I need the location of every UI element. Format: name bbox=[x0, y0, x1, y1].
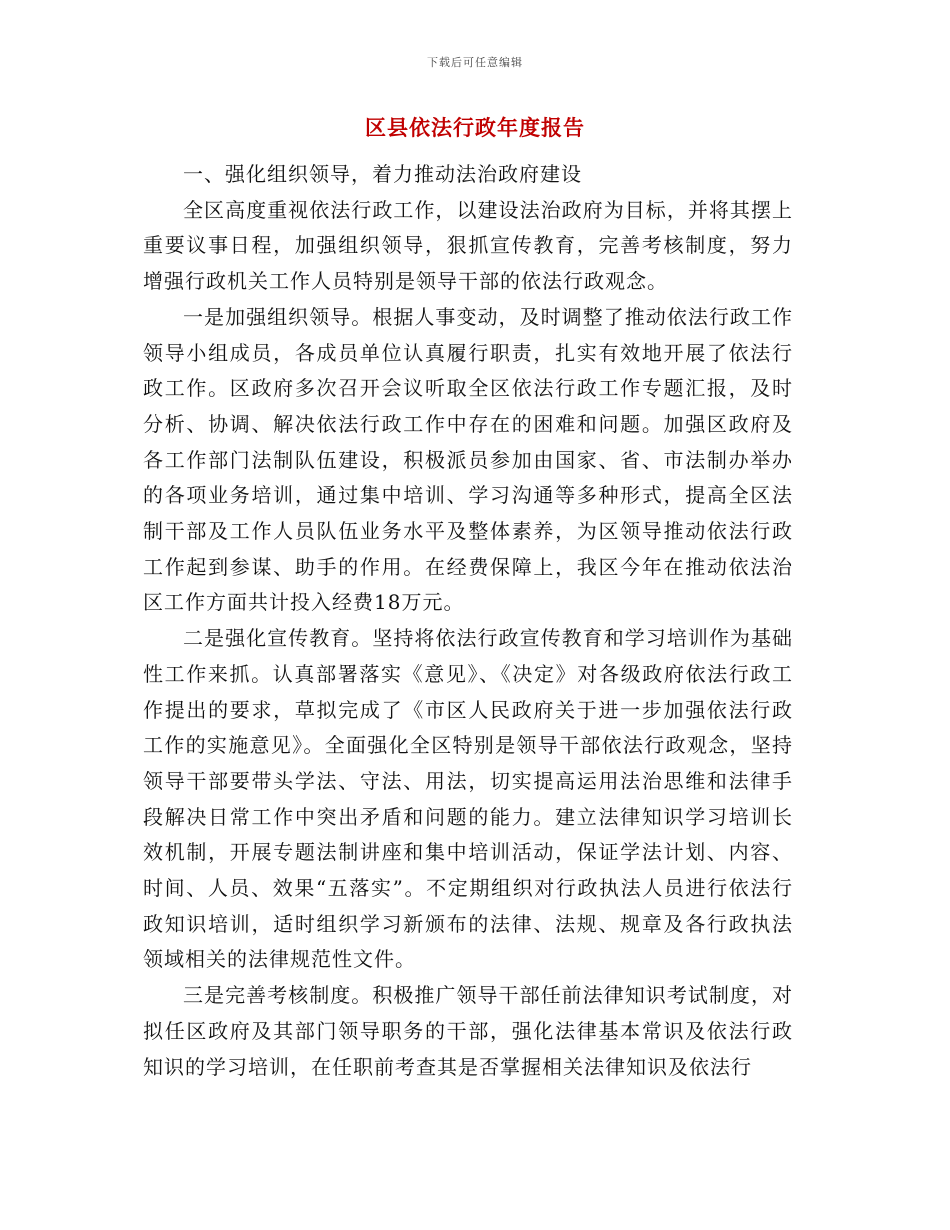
section-heading: 一、强化组织领导，着力推动法治政府建设 bbox=[183, 162, 582, 186]
document-title: 区县依法行政年度报告 bbox=[365, 115, 585, 140]
body-paragraph: 一是加强组织领导。根据人事变动，及时调整了推动依法行政工作领导小组成员，各成员单位认真履行职责，扎实有效地开展了依法行政工作。区政府多次召开会议听取全区依法行政工作专题汇报，及时分析、协调、解决依法行政工作中存在的困难和问题。加强区政府及各工作部门法制队伍建设，积极派员参加由国家、省、市法制办举办的各项业务培训，通过集中培训、学习沟通等多种形式，提高全区法制干部及工作人员队伍业务水平及整体素养，为区领导推动依法行政工作起到参谋、助手的作用。在经费保障上，我区今年在推动依法治区工作方面共计投入经费18万元。 bbox=[143, 304, 793, 615]
body-paragraph: 二是强化宣传教育。坚持将依法行政宣传教育和学习培训作为基础性工作来抓。认真部署落实《意见》、《决定》对各级政府依法行政工作提出的要求，草拟完成了《市区人民政府关于进一步加强依法行政工作的实施意见》。全面强化全区特别是领导干部依法行政观念，坚持领导干部要带头学法、守法、用法，切实提高运用法治思维和法律手段解决日常工作中突出矛盾和问题的能力。建立法律知识学习培训长效机制，开展专题法制讲座和集中培训活动，保证学法计划、内容、时间、人员、效果“五落实”。不定期组织对行政执法人员进行依法行政知识培训，适时组织学习新颁布的法律、法规、规章及各行政执法领域相关的法律规范性文件。 bbox=[143, 626, 793, 972]
document-body bbox=[143, 157, 793, 1085]
body-paragraph: 三是完善考核制度。积极推广领导干部任前法律知识考试制度，对拟任区政府及其部门领导职务的干部，强化法律基本常识及依法行政知识的学习培训，在任职前考查其是否掌握相关法律知识及依法行 bbox=[143, 983, 793, 1079]
body-paragraph: 全区高度重视依法行政工作，以建设法治政府为目标，并将其摆上重要议事日程，加强组织领导，狠抓宣传教育，完善考核制度，努力增强行政机关工作人员特别是领导干部的依法行政观念。 bbox=[143, 197, 793, 294]
page-header-note: 下载后可任意编辑 bbox=[427, 56, 523, 69]
